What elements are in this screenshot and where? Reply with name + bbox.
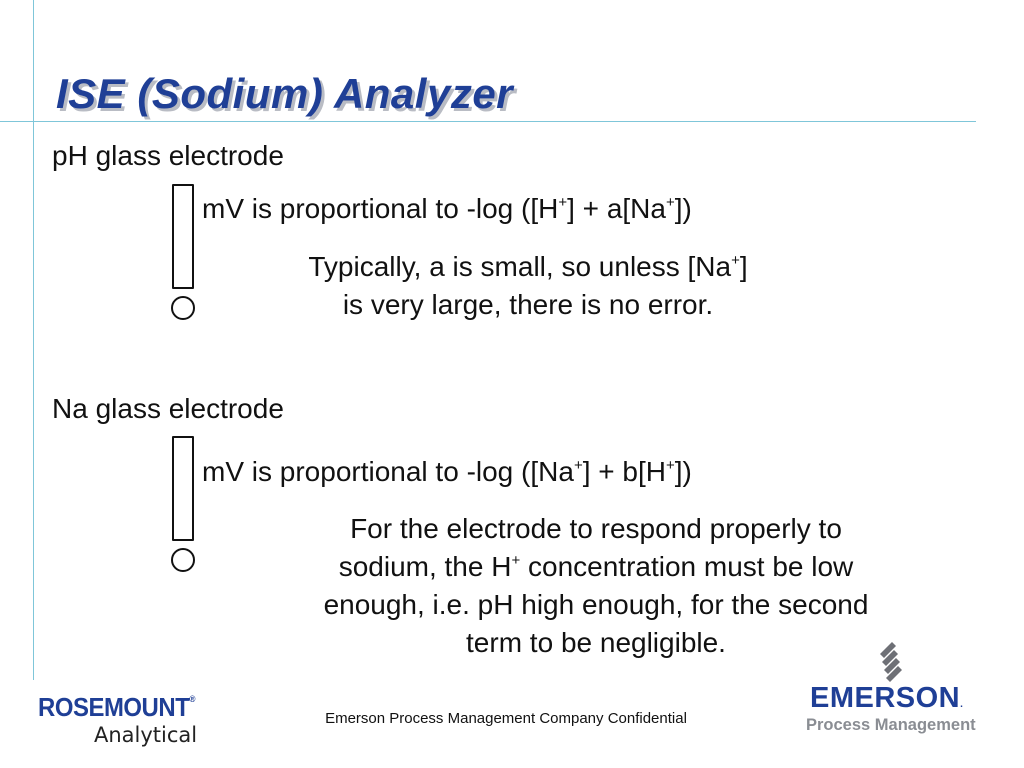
electrode-stem <box>172 184 194 289</box>
rosemount-wordmark: ROSEMOUNT® <box>38 692 195 722</box>
na-note-line-4: term to be negligible. <box>466 627 726 658</box>
ph-electrode-heading: pH glass electrode <box>52 140 284 171</box>
rosemount-analytical-logo <box>38 684 209 748</box>
emerson-diamond-icon <box>872 640 912 684</box>
slide-title: ISE (Sodium) Analyzer <box>56 70 514 117</box>
electrode-bulb <box>171 296 195 320</box>
na-electrode-heading: Na glass electrode <box>52 393 284 424</box>
na-note-line-1: For the electrode to respond properly to <box>350 513 842 544</box>
electrode-stem <box>172 436 194 541</box>
vertical-guide-line <box>33 0 34 680</box>
emerson-process-management-logo <box>804 640 984 740</box>
electrode-bulb <box>171 548 195 572</box>
na-note-line-2: sodium, the H+ concentration must be low <box>338 551 854 582</box>
confidential-footer: Emerson Process Management Company Confidential <box>325 710 687 727</box>
emerson-wordmark: EMERSON. <box>810 682 964 714</box>
ph-formula: mV is proportional to -log ([H+] + a[Na+]) <box>202 193 692 224</box>
ph-note-line-1: Typically, a is small, so unless [Na+] <box>308 251 748 282</box>
analytical-wordmark: Analytical <box>94 723 198 747</box>
horizontal-guide-line <box>0 121 976 122</box>
ph-note <box>248 248 808 324</box>
na-note-line-3: enough, i.e. pH high enough, for the second <box>323 589 869 620</box>
na-formula: mV is proportional to -log ([Na+] + b[H+]) <box>202 456 692 487</box>
ph-note-line-2: is very large, there is no error. <box>342 289 714 320</box>
process-management-wordmark: Process Management <box>806 716 976 734</box>
